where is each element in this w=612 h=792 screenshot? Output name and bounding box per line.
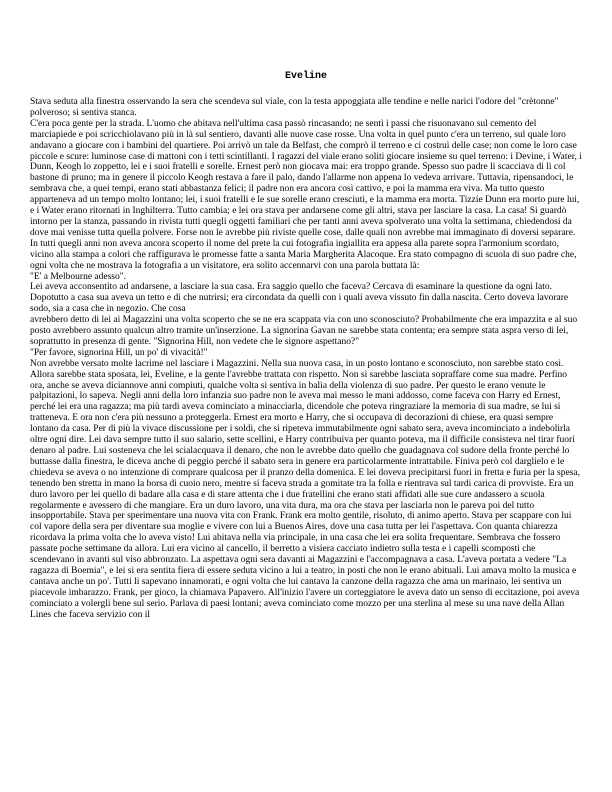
paragraph: avrebbero detto di lei ai Magazzini una volta scoperto che se ne era scappata via con uno sconosciuto? Probabilmente che era impazzita e al suo posto avrebbero assunto qualcun altro tramite un'inserzione. La signorina Gavan ne sarebbe stata contenta; era sempre stata aspra verso di lei, soprattutto in presenza di gente. "Signorina Hill, non vedete che le signore aspettano?" bbox=[30, 315, 578, 347]
paragraph: Lei aveva acconsentito ad andarsene, a lasciare la sua casa. Era saggio quello che faceva? Cercava di esaminare la questione da ogni lato. Dopotutto a casa sua aveva un tetto e di che nutrirsi; era circondata da quelli con i quali aveva vissuto fin dalla nascita. Certo doveva lavorare sodo, sia a casa che in negozio. Che cosa bbox=[30, 282, 569, 315]
paragraph: C'era poca gente per la strada. L'uomo che abitava nell'ultima casa passò rincasando; ne sentì i passi che risuonavano sul cemento del marciapiede e poi scricchiolavano più in là sul sentiero, davanti alle nuove case rosse. Una volta in quel punto c'era un terreno, sul quale loro andavano a giocare con i bambini del quartiere. Poi arrivò un tale da Belfast, che comprò il terreno e ci costruì delle case; non come le loro case piccole e scure: luminose case di mattoni con i tetti scintillanti. I ragazzi del viale erano soliti giocare insieme su quel terreno: i Devine, i Water, i Dunn, Keogh lo zoppetto, lei e i suoi fratelli e sorelle. Ernest però non giocava mai: era troppo grande. Spesso suo padre li scacciava di lì col bastone di pruno; ma in genere il piccolo Keogh restava a fare il palo, dando l'allarme non appena lo vedeva arrivare. Tuttavia, ripensandoci, le sembrava che, a quei tempi, erano stati abbastanza felici; il padre non era ancora così cattivo, e poi la mamma era viva. Ma tutto questo apparteneva ad un tempo molto lontano; lei, i suoi fratelli e le sue sorelle erano cresciuti, e la mamma era morta. Tizzie Dunn era morto pure lui, e i Water erano ritornati in Inghilterra. Tutto cambia; e lei ora stava per andarsene come gli altri, stava per lasciare la casa. La casa! Si guardò intorno per la stanza, passando in rivista tutti quegli oggetti familiari che per tanti anni aveva spolverato una volta la settimana, chiedendosi da dove mai venisse tutta quella polvere. Forse non le avrebbe più riviste quelle cose, dalle quali non avrebbe mai immaginato di doversi separare. In tutti quegli anni non aveva ancora scoperto il nome del prete la cui fotografia ingiallita era appesa alla parete sopra l'armonium scordato, vicino alla stampa a colori che raffigurava le promesse fatte a santa Maria Margherita Alacoque. Era stato compagno di scuola di suo padre che, ogni volta che ne mostrava la fotografia a un visitatore, era solito accennarvi con una parola buttata là: bbox=[30, 118, 582, 271]
paragraph: "Per favore, signorina Hill, un po' di vivacità!" bbox=[30, 347, 208, 358]
story-body bbox=[30, 97, 582, 621]
paragraph: Non avrebbe versato molte lacrime nel lasciare i Magazzini. Nella sua nuova casa, in un posto lontano e sconosciuto, non sarebbe stato così. Allora sarebbe stata sposata, lei, Eveline, e la gente l'avrebbe trattata con rispetto. Non si sarebbe lasciata sopraffare come sua madre. Perfino ora, anche se aveva diciannove anni compiuti, qualche volta si sentiva in balìa della violenza di suo padre. Per questo le erano venute le palpitazioni, lo sapeva. Negli anni della loro infanzia suo padre non le aveva mai messo le mani addosso, come faceva con Harry ed Ernest, perché lei era una ragazza; ma più tardi aveva cominciato a minacciarla, dicendole che poteva ringraziare la memoria di sua madre, se lui si tratteneva. E ora non c'era più nessuno a proteggerla. Ernest era morto e Harry, che si occupava di decorazioni di chiese, era quasi sempre lontano da casa. Per di più la vivace discussione per i soldi, che si ripeteva immutabilmente ogni sabato sera, aveva incominciato a indebolirla oltre ogni dire. Lei dava sempre tutto il suo salario, sette scellini, e Harry contribuiva per quanto poteva, ma il difficile consisteva nel tirar fuori denaro al padre. Lui sosteneva che lei scialacquava il denaro, che non le avrebbe dato quello che guadagnava col sudore della fronte perché lo buttasse dalla finestra, le diceva anche di peggio perché il sabato sera in genere era particolarmente intrattabile. Finiva però col darglielo e le chiedeva se aveva o no intenzione di comprare qualcosa per il pranzo della domenica. E lei doveva precipitarsi fuori in fretta e furia per la spesa, tenendo ben stretta in mano la borsa di cuoio nero, mentre si faceva strada a gomitate tra la folla e rientrava sul tardi carica di provviste. Era un duro lavoro per lei quello di badare alla casa e di stare attenta che i due fratellini che erano stati affidati alle sue cure andassero a scuola regolarmente e avessero di che mangiare. Era un duro lavoro, una vita dura, ma ora che stava per lasciarla non le pareva poi del tutto insopportabile. Stava per sperimentare una nuova vita con Frank. Frank era molto gentile, risoluto, di animo aperto. Stava per scappare con lui col vapore della sera per diventare sua moglie e vivere con lui a Buenos Aires, dove una casa tutta per lei l'aspettava. Con quanta chiarezza ricordava la prima volta che lo aveva visto! Lui abitava nella via principale, in una casa che lei era solita frequentare. Sembrava che fossero passate poche settimane da allora. Lui era vicino al cancello, il berretto a visiera cacciato indietro sulla testa e i capelli scomposti che scendevano in avanti sul viso abbronzato. La aspettava ogni sera davanti ai Magazzini e l'accompagnava a casa. L'aveva portata a vedere "La ragazza di Boemia", e lei si era sentita fiera di essere seduta vicino a lui a teatro, in posti che non le erano abituali. Lui amava molto la musica e cantava anche un po'. Tutti li sapevano innamorati, e ogni volta che lui cantava la canzone della ragazza che ama un marinaio, lei sentiva un piacevole imbarazzo. Frank, per gioco, la chiamava Papavero. All'inizio l'avere un corteggiatore le aveva dato un senso di eccitazione, poi aveva cominciato a volergli bene sul serio. Parlava di paesi lontani; aveva cominciato come mozzo per una sterlina al mese su una nave della Allan Lines che faceva servizio con il bbox=[30, 358, 580, 620]
paragraph: "E' a Melbourne adesso". bbox=[30, 271, 126, 282]
story-title: Eveline bbox=[284, 71, 327, 82]
paragraph: Stava seduta alla finestra osservando la sera che scendeva sul viale, con la testa appoggiata alle tendine e nelle narici l'odore del "crètonne" polveroso; si sentiva stanca. bbox=[30, 97, 559, 118]
